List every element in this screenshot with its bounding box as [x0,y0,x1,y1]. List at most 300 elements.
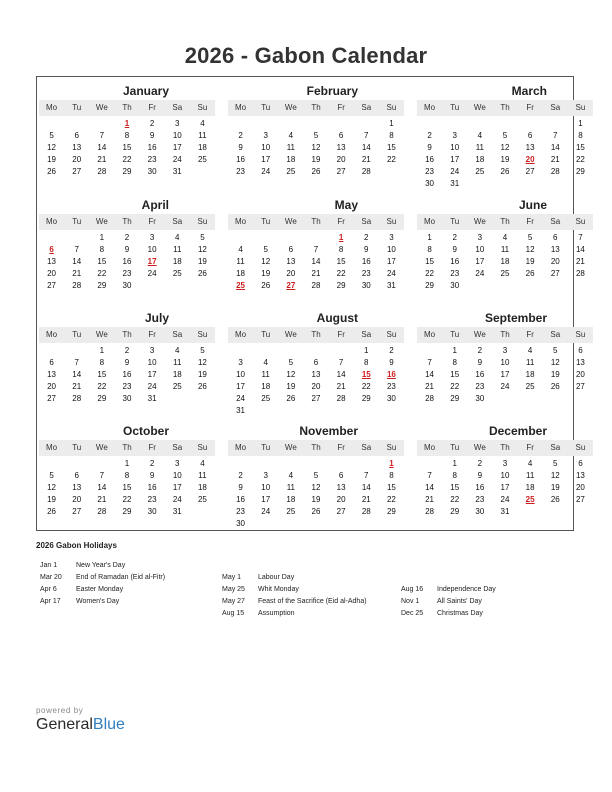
day-cell: 25 [197,495,207,504]
day-cell: 8 [427,245,432,254]
weekday-label: Tu [450,443,460,452]
holiday-name: Independence Day [437,586,496,593]
weekday-label: Su [575,217,586,226]
day-cell: 1 [364,346,369,355]
day-cell: 24 [475,269,485,278]
day-cell: 17 [147,370,157,379]
empty-cell [329,345,354,357]
day-cell: 24 [500,495,510,504]
day-cell: 29 [336,281,346,290]
day-cell: 11 [525,358,535,367]
day-cell: 22 [122,495,132,504]
weekday-label: Sa [172,103,183,112]
day-cell: 19 [261,269,271,278]
day-cell: 20 [311,382,321,391]
day-cell: 23 [386,382,396,391]
weekday-label: Sa [361,217,372,226]
day-cell: 24 [147,269,157,278]
weekday-label: Fr [148,103,156,112]
month-october [39,424,215,518]
day-cell: 14 [425,483,435,492]
day-cell: 17 [172,143,182,152]
day-cell: 1 [99,346,105,355]
day-cell: 15 [575,143,585,152]
holiday-date: May 27 [222,598,245,605]
day-cell: 18 [525,483,535,492]
day-cell: 14 [425,370,435,379]
day-cell: 28 [72,281,82,290]
holiday-item [40,596,165,608]
holiday-item [222,596,367,608]
empty-cell [354,118,379,130]
holiday-item [40,572,165,584]
day-cell: 22 [450,382,460,391]
day-cell: 3 [263,131,268,140]
weekday-label: Sa [550,217,561,226]
day-cell: 6 [313,358,319,367]
day-cell: 29 [122,507,132,516]
day-grid [39,118,215,178]
month-name: February [306,84,358,98]
day-cell: 24 [147,382,157,391]
empty-cell [518,118,543,130]
day-cell: 14 [550,143,560,152]
day-cell: 11 [236,257,245,266]
day-cell: 25 [525,382,535,391]
day-cell: 3 [477,233,483,242]
day-cell: 14 [311,257,321,266]
day-cell: 14 [72,257,82,266]
day-cell: 7 [427,358,432,367]
day-cell: 27 [47,394,57,403]
day-cell: 23 [450,269,460,278]
empty-cell [354,458,379,470]
day-cell: 20 [72,495,82,504]
day-cell: 18 [172,370,182,379]
day-cell: 19 [286,382,296,391]
holiday-date: May 25 [222,586,245,593]
weekday-header [417,100,593,116]
weekday-label: Su [197,103,208,112]
holiday-item [40,560,165,572]
day-cell: 2 [238,471,243,480]
day-cell: 20 [47,382,57,391]
day-cell: 11 [475,143,484,152]
day-cell: 12 [197,245,207,254]
weekday-header [228,100,404,116]
day-cell: 3 [149,233,155,242]
empty-cell [253,232,278,244]
day-cell: 12 [261,257,271,266]
holiday-date: Aug 16 [401,586,424,593]
day-cell: 17 [386,257,396,266]
weekday-header [39,440,215,456]
day-cell: 16 [236,155,246,164]
day-cell: 22 [386,495,396,504]
day-cell: 2 [364,233,369,242]
weekday-label: Mo [46,103,58,112]
day-cell: 8 [452,471,457,480]
weekday-label: Mo [46,217,58,226]
day-cell: 5 [49,471,54,480]
day-cell: 6 [553,233,558,242]
empty-cell [543,118,568,130]
day-cell: 10 [500,471,510,480]
day-cell: 12 [500,143,510,152]
weekday-label: Th [311,443,321,452]
weekday-label: Th [122,217,132,226]
weekday-label: Fr [337,217,345,226]
holiday-day: 16 [386,370,396,379]
day-cell: 9 [238,143,243,152]
holiday-day: 1 [338,233,344,242]
weekday-label: Sa [550,330,561,339]
weekday-label: Fr [526,103,534,112]
day-cell: 9 [477,471,483,480]
weekday-label: Su [386,330,397,339]
day-cell: 30 [450,281,460,290]
day-cell: 24 [172,155,182,164]
month-name: April [141,198,169,212]
day-cell: 5 [263,245,268,254]
day-cell: 15 [386,483,396,492]
day-cell: 18 [197,143,207,152]
empty-cell [417,458,442,470]
weekday-label: We [473,103,486,112]
day-grid [417,232,593,292]
month-december [417,424,593,518]
day-cell: 25 [286,167,296,176]
holiday-day: 25 [236,281,246,290]
weekday-label: Mo [46,443,58,452]
day-cell: 16 [475,483,485,492]
month-november [228,424,404,530]
empty-cell [253,345,278,357]
day-cell: 2 [149,119,155,128]
day-cell: 27 [575,382,585,391]
day-cell: 11 [286,483,295,492]
day-cell: 1 [99,233,105,242]
day-cell: 26 [47,167,57,176]
empty-cell [303,345,328,357]
day-cell: 5 [313,471,319,480]
day-cell: 3 [502,346,508,355]
weekday-label: Su [197,443,208,452]
empty-cell [303,458,328,470]
holiday-name: Whit Monday [258,586,299,593]
weekday-label: Su [197,217,208,226]
day-cell: 2 [477,346,483,355]
holiday-name: New Year's Day [76,562,126,569]
calendar-grid [36,76,586,531]
day-grid [39,345,215,405]
day-cell: 29 [575,167,585,176]
holiday-column [40,560,165,608]
weekday-label: Sa [172,217,183,226]
weekday-label: Th [311,217,321,226]
weekday-label: Su [386,217,397,226]
day-cell: 18 [236,269,246,278]
day-cell: 23 [147,155,157,164]
day-cell: 14 [361,483,371,492]
weekday-label: Th [122,330,132,339]
day-cell: 13 [286,257,296,266]
day-cell: 13 [72,143,82,152]
day-cell: 12 [197,358,207,367]
day-cell: 19 [197,370,207,379]
weekday-label: Tu [450,103,460,112]
day-cell: 6 [49,358,54,367]
day-cell: 25 [172,382,182,391]
day-cell: 31 [147,394,157,403]
day-cell: 7 [553,131,558,140]
day-cell: 17 [475,257,485,266]
weekday-label: Th [500,330,510,339]
day-cell: 6 [527,131,533,140]
day-cell: 12 [311,483,321,492]
weekday-header [228,327,404,343]
day-cell: 9 [452,245,457,254]
day-cell: 20 [550,257,560,266]
day-cell: 24 [261,507,271,516]
day-cell: 21 [361,495,371,504]
weekday-label: Tu [72,330,82,339]
empty-cell [303,118,328,130]
day-cell: 4 [477,131,483,140]
day-cell: 24 [261,167,271,176]
day-grid [228,458,404,530]
day-cell: 9 [364,245,369,254]
month-august [228,311,404,417]
day-cell: 28 [72,394,82,403]
day-cell: 8 [452,358,457,367]
day-cell: 2 [238,131,243,140]
day-cell: 19 [311,495,321,504]
weekday-label: Su [575,330,586,339]
day-cell: 18 [261,382,271,391]
day-cell: 22 [575,155,585,164]
day-cell: 1 [452,459,457,468]
day-cell: 21 [425,495,435,504]
day-cell: 4 [288,471,294,480]
day-cell: 6 [288,245,294,254]
day-cell: 4 [175,233,180,242]
weekday-label: Th [500,443,510,452]
day-cell: 22 [361,382,371,391]
day-cell: 26 [47,507,57,516]
brand-logo [36,706,125,734]
day-cell: 21 [575,257,585,266]
day-cell: 1 [452,346,457,355]
day-cell: 28 [361,507,371,516]
day-cell: 28 [425,507,435,516]
holiday-item [222,584,367,596]
weekday-label: Fr [526,443,534,452]
day-cell: 9 [389,358,394,367]
weekday-label: Sa [361,330,372,339]
day-cell: 26 [500,167,510,176]
day-cell: 23 [361,269,371,278]
day-cell: 11 [525,471,535,480]
empty-cell [39,118,64,130]
day-cell: 10 [172,471,182,480]
month-name: September [484,311,547,325]
weekday-header [39,327,215,343]
holiday-name: Labour Day [258,574,295,581]
day-cell: 14 [361,143,371,152]
day-cell: 6 [74,471,79,480]
weekday-label: Fr [337,330,345,339]
day-grid [228,232,404,292]
day-cell: 8 [364,358,369,367]
weekday-label: Tu [261,330,271,339]
day-cell: 12 [525,245,535,254]
day-cell: 13 [550,245,560,254]
weekday-label: We [95,103,108,112]
day-cell: 29 [97,281,107,290]
holiday-item [222,572,367,584]
holiday-name: Women's Day [76,598,120,605]
day-cell: 7 [578,233,583,242]
day-cell: 7 [99,131,105,140]
day-cell: 30 [386,394,396,403]
weekday-label: Th [122,103,132,112]
day-cell: 4 [175,346,180,355]
empty-cell [39,458,64,470]
day-cell: 14 [97,143,107,152]
day-grid [228,345,404,417]
day-cell: 7 [74,245,79,254]
weekday-label: Su [575,443,586,452]
weekday-label: Mo [235,103,247,112]
day-cell: 10 [147,245,157,254]
day-cell: 15 [386,143,396,152]
empty-cell [417,345,442,357]
day-cell: 13 [336,143,346,152]
day-cell: 18 [525,370,535,379]
day-cell: 5 [502,131,508,140]
holiday-day: 20 [525,155,535,164]
day-cell: 18 [197,483,207,492]
day-cell: 30 [147,507,157,516]
empty-cell [467,118,492,130]
day-cell: 14 [97,483,107,492]
day-cell: 8 [389,471,394,480]
day-cell: 21 [72,269,82,278]
day-cell: 28 [311,281,321,290]
day-cell: 5 [313,131,319,140]
empty-cell [417,118,442,130]
day-cell: 9 [149,131,155,140]
weekday-label: We [284,217,297,226]
day-cell: 11 [198,471,207,480]
month-january [39,84,215,178]
day-cell: 17 [261,495,271,504]
month-name: December [488,424,547,438]
empty-cell [253,458,278,470]
weekday-label: Su [386,443,397,452]
day-cell: 21 [336,382,346,391]
weekday-label: Th [500,103,510,112]
day-cell: 27 [525,167,535,176]
empty-cell [228,458,253,470]
day-cell: 27 [72,507,82,516]
day-cell: 22 [425,269,435,278]
day-cell: 8 [578,131,583,140]
day-cell: 22 [450,495,460,504]
day-cell: 28 [336,394,346,403]
day-cell: 10 [386,245,396,254]
holiday-name: Christmas Day [437,610,483,617]
weekday-label: Tu [261,217,271,226]
day-cell: 19 [525,257,535,266]
weekday-label: We [95,443,108,452]
day-cell: 24 [236,394,246,403]
weekday-label: Mo [424,443,436,452]
day-cell: 13 [72,483,82,492]
empty-cell [228,345,253,357]
day-cell: 25 [286,507,296,516]
day-cell: 12 [47,143,57,152]
day-cell: 18 [500,257,510,266]
day-cell: 19 [550,370,560,379]
day-cell: 22 [386,155,396,164]
empty-cell [89,458,114,470]
day-grid [228,118,404,178]
day-cell: 2 [124,233,130,242]
day-cell: 17 [500,483,510,492]
weekday-header [228,440,404,456]
day-cell: 29 [386,507,396,516]
brand-name: GeneralBlue [36,716,125,733]
holiday-item [222,608,367,620]
day-cell: 27 [311,394,321,403]
day-cell: 29 [361,394,371,403]
day-cell: 21 [97,155,107,164]
empty-cell [39,232,64,244]
day-cell: 15 [97,370,107,379]
day-cell: 21 [425,382,435,391]
day-cell: 6 [578,459,583,468]
weekday-label: Sa [361,443,372,452]
month-april [39,198,215,292]
holiday-day: 1 [124,119,130,128]
day-cell: 2 [477,459,483,468]
weekday-label: Tu [72,217,82,226]
day-cell: 15 [122,143,132,152]
day-cell: 26 [550,495,560,504]
day-cell: 31 [172,507,182,516]
weekday-label: Mo [235,443,247,452]
weekday-label: We [284,330,297,339]
day-cell: 10 [450,143,460,152]
day-cell: 6 [74,131,79,140]
day-cell: 3 [452,131,457,140]
day-cell: 3 [263,471,268,480]
holidays-title: 2026 Gabon Holidays [36,541,117,550]
holiday-item [40,584,165,596]
weekday-label: Tu [450,217,460,226]
day-cell: 16 [122,257,132,266]
holiday-name: End of Ramadan (Eid al-Fitr) [76,574,166,581]
weekday-label: Fr [148,217,156,226]
day-grid [39,232,215,292]
day-cell: 19 [311,155,321,164]
day-cell: 8 [389,131,394,140]
day-cell: 15 [122,483,132,492]
day-cell: 4 [527,346,533,355]
empty-cell [278,232,303,244]
